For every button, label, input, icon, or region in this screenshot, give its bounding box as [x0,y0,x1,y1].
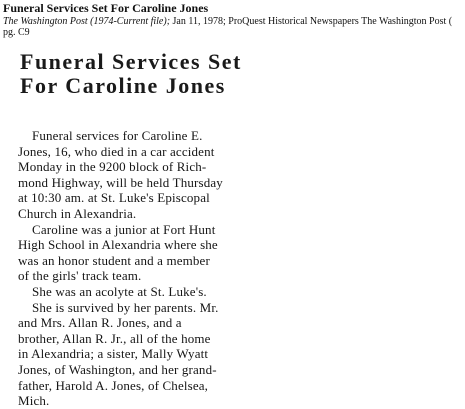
article-line: Jones, of Washington, and her grand- [18,361,217,377]
article-line: and Mrs. Allan R. Jones, and a [18,315,182,331]
citation-details: Jan 11, 1978; ProQuest Historical Newspapers The Washington Post ( [170,16,453,27]
article-line: was an honor student and a member [18,252,210,268]
article-line: Monday in the 9200 block of Rich- [18,159,207,175]
document-title: Funeral Services Set For Caroline Jones [3,1,209,15]
article-line: Mich. [18,393,50,409]
headline-line-1: Funeral Services Set [20,49,242,74]
article-line: She is survived by her parents. Mr. [32,299,219,315]
article-line: in Alexandria; a sister, Mally Wyatt [18,346,209,362]
article-line: at 10:30 am. at St. Luke's Episcopal [18,190,210,206]
article-line: Jones, 16, who died in a car accident [18,143,215,159]
article-headline [20,50,360,98]
citation-line [3,16,463,27]
article-line: Funeral services for Caroline E. [32,128,203,143]
article-line: Caroline was a junior at Fort Hunt [32,221,216,237]
citation-header [3,2,463,38]
article-line: brother, Allan R. Jr., all of the home [18,330,211,346]
article-line: mond Highway, will be held Thursday [18,174,223,190]
article-line: father, Harold A. Jones, of Chelsea, [18,377,209,393]
article-line: of the girls' track team. [18,268,142,284]
headline-line-2: For Caroline Jones [20,73,226,98]
page-number: pg. C9 [3,27,30,38]
article-line: High School in Alexandria where she [18,237,218,253]
article-body [18,128,343,409]
publication-name: The Washington Post (1974-Current file); [3,16,171,27]
article-line: She was an acolyte at St. Luke's. [32,283,207,299]
article-line: Church in Alexandria. [18,205,137,221]
